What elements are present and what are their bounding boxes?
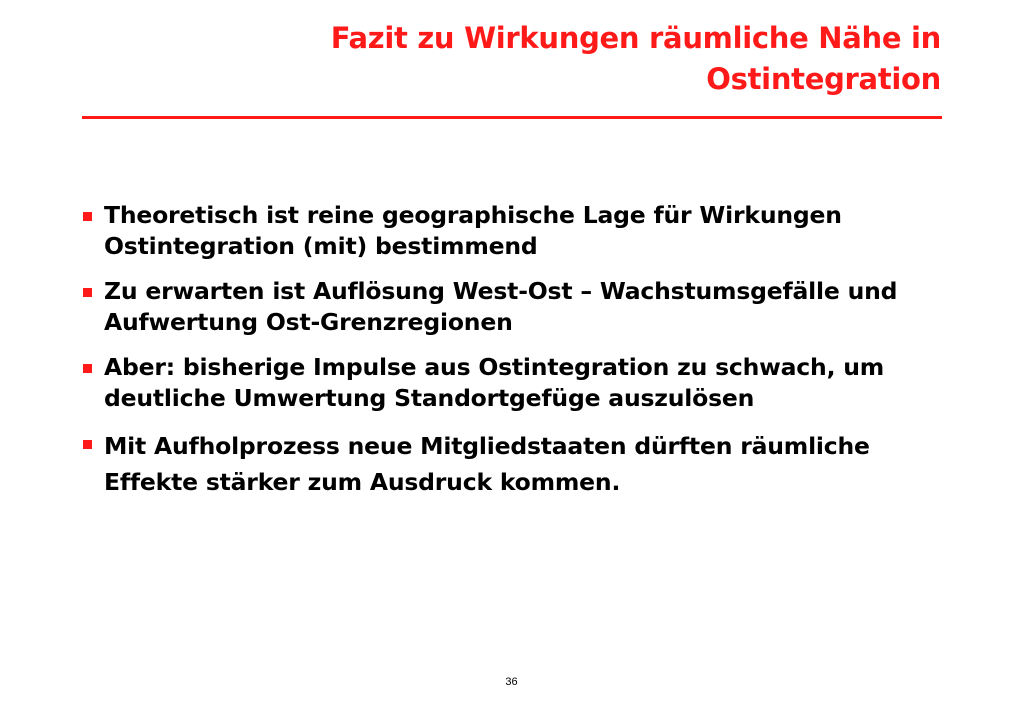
bullet-text: Zu erwarten ist Auflösung West-Ost – Wachstumsgefälle und Aufwertung Ost-Grenzregionen xyxy=(104,277,898,336)
bullet-text: Theoretisch ist reine geographische Lage für Wirkungen Ostintegration (mit) bestimmend xyxy=(104,201,842,260)
bullet-item xyxy=(76,352,956,414)
bullet-list xyxy=(76,200,956,514)
slide-title: Fazit zu Wirkungen räumliche Nähe in Ostintegration xyxy=(330,21,941,96)
bullet-item xyxy=(76,200,956,262)
square-bullet-icon xyxy=(83,212,92,221)
square-bullet-icon xyxy=(83,364,92,373)
bullet-text: Aber: bisherige Impulse aus Ostintegration zu schwach, um deutliche Umwertung Standortgefüge auszulösen xyxy=(104,353,885,412)
square-bullet-icon xyxy=(83,440,92,449)
square-bullet-icon xyxy=(83,288,92,297)
page-number: 36 xyxy=(505,676,518,688)
bullet-item xyxy=(76,276,956,338)
bullet-item xyxy=(76,428,956,500)
bullet-text: Mit Aufholprozess neue Mitgliedstaaten dürften räumliche Effekte stärker zum Ausdruck kommen. xyxy=(104,432,870,496)
title-divider xyxy=(82,116,942,119)
